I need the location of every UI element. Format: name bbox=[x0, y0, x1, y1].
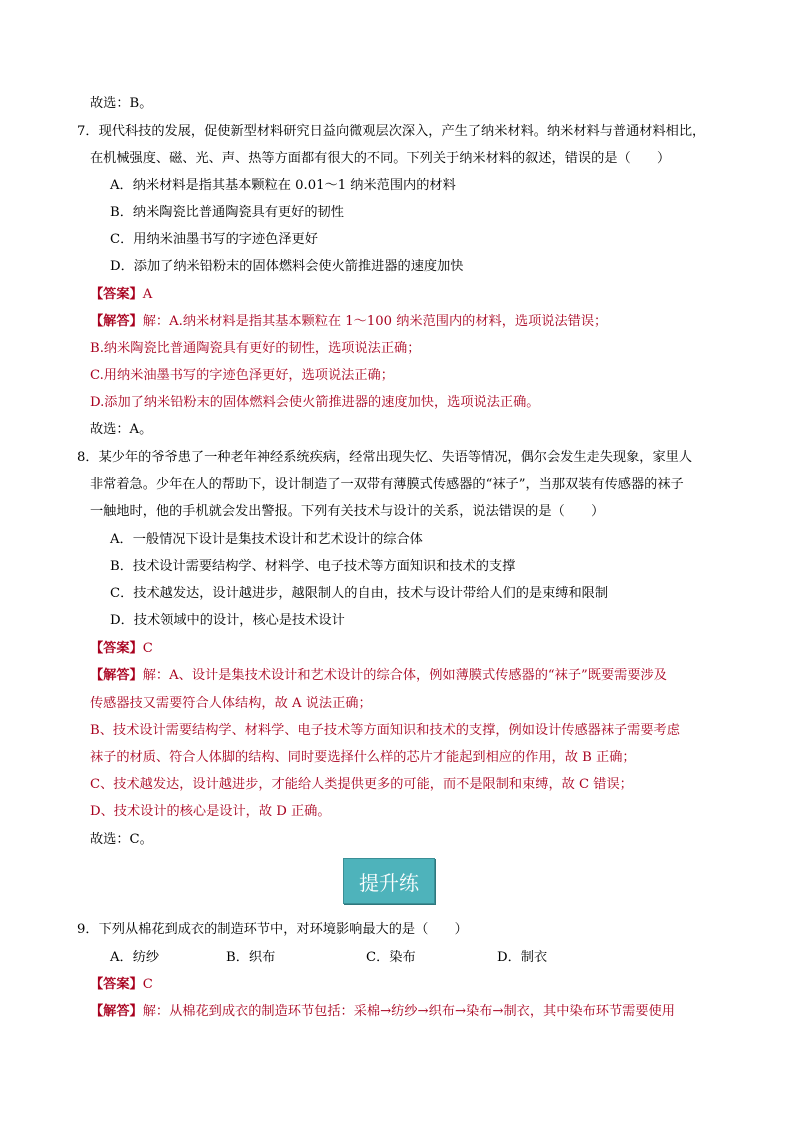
explain-tag: 【解答】 bbox=[90, 314, 143, 329]
q8-explain-line6: D、技术设计的核心是设计，故 D 正确。 bbox=[90, 804, 331, 819]
q8-conclusion: 故选：C。 bbox=[90, 832, 153, 847]
q8-stem-line3: 一触地时，他的手机就会发出警报。下列有关技术与设计的关系，说法错误的是（ ） bbox=[90, 504, 605, 519]
q7-explain-line4: D.添加了纳米铅粉末的固体燃料会使火箭推进器的速度加快，选项说法正确。 bbox=[90, 395, 540, 410]
section-title-box bbox=[343, 858, 435, 904]
q7-explain-line2: B.纳米陶瓷比普通陶瓷具有更好的韧性，选项说法正确； bbox=[90, 341, 421, 356]
answer-tag: 【答案】 bbox=[90, 287, 143, 302]
section-title: 提升练 bbox=[359, 870, 419, 895]
q7-conclusion: 故选：A。 bbox=[90, 422, 153, 437]
q8-option-c: C．技术越发达，设计越进步，越限制人的自由，技术与设计带给人们的是束缚和限制 bbox=[110, 586, 609, 601]
q9-option-d: D．制衣 bbox=[497, 950, 548, 965]
q9-option-a: A．纺纱 bbox=[110, 950, 160, 965]
q7-explain-line3: C.用纳米油墨书写的字迹色泽更好，选项说法正确； bbox=[90, 368, 394, 383]
answer-value: C bbox=[142, 641, 153, 656]
q8-option-b: B．技术设计需要结构学、材料学、电子技术等方面知识和技术的支撑 bbox=[110, 559, 516, 574]
q9-explain-line1 bbox=[90, 1003, 675, 1021]
q8-answer bbox=[90, 640, 153, 658]
q7-explain-line1 bbox=[90, 313, 607, 331]
q9-stem: 9．下列从棉花到成衣的制造环节中，对环境影响最大的是（ ） bbox=[77, 922, 468, 937]
q8-stem-line2: 非常着急。少年在人的帮助下，设计制造了一双带有薄膜式传感器的“袜子”，当那双装有传感器的袜子 bbox=[90, 477, 684, 492]
q8-explain-line3: B、技术设计需要结构学、材料学、电子技术等方面知识和技术的支撑，例如设计传感器袜子需要考虑 bbox=[90, 723, 680, 738]
q7-answer bbox=[90, 286, 152, 304]
answer-value: C bbox=[142, 977, 153, 992]
q9-answer bbox=[90, 976, 153, 994]
q8-explain-line1 bbox=[90, 667, 667, 685]
explain-tag: 【解答】 bbox=[90, 1004, 143, 1019]
q7-option-b: B．纳米陶瓷比普通陶瓷具有更好的韧性 bbox=[110, 205, 344, 220]
q7-stem-line1: 7．现代科技的发展，促使新型材料研究日益向微观层次深入，产生了纳米材料。纳米材料与普通材料相比， bbox=[77, 124, 706, 139]
q8-explain-line4: 袜子的材质、符合人体脚的结构、同时要选择什么样的芯片才能起到相应的作用，故 B 正确； bbox=[90, 750, 636, 765]
prev-conclusion: 故选：B。 bbox=[90, 96, 153, 111]
q7-option-d: D．添加了纳米铅粉末的固体燃料会使火箭推进器的速度加快 bbox=[110, 259, 464, 274]
explain-text: 解：从棉花到成衣的制造环节包括：采棉→纺纱→织布→染布→制衣，其中染布环节需要使用 bbox=[142, 1004, 675, 1019]
q9-option-c: C．染布 bbox=[366, 950, 416, 965]
answer-tag: 【答案】 bbox=[90, 641, 143, 656]
q7-option-a: A．纳米材料是指其基本颗粒在 0.01～1 纳米范围内的材料 bbox=[110, 178, 456, 193]
explain-tag: 【解答】 bbox=[90, 668, 143, 683]
answer-value: A bbox=[142, 287, 153, 302]
explain-text: 解：A.纳米材料是指其基本颗粒在 1～100 纳米范围内的材料，选项说法错误； bbox=[142, 314, 608, 329]
q9-option-b: B．织布 bbox=[226, 950, 276, 965]
q7-option-c: C．用纳米油墨书写的字迹色泽更好 bbox=[110, 232, 318, 247]
explain-text: 解：A、设计是集技术设计和艺术设计的综合体，例如薄膜式传感器的“袜子”既要需要涉及 bbox=[142, 668, 667, 683]
q8-explain-line5: C、技术越发达，设计越进步，才能给人类提供更多的可能，而不是限制和束缚，故 C 错误； bbox=[90, 777, 633, 792]
q8-option-d: D．技术领域中的设计，核心是技术设计 bbox=[110, 613, 345, 628]
q8-option-a: A．一般情况下设计是集技术设计和艺术设计的综合体 bbox=[110, 532, 423, 547]
q7-stem-line2: 在机械强度、磁、光、声、热等方面都有很大的不同。下列关于纳米材料的叙述，错误的是（ ） bbox=[90, 151, 671, 166]
answer-tag: 【答案】 bbox=[90, 977, 143, 992]
q8-stem-line1: 8．某少年的爷爷患了一种老年神经系统疾病，经常出现失忆、失语等情况，偶尔会发生走失现象，家里人 bbox=[77, 450, 693, 465]
q8-explain-line2: 传感器技又需要符合人体结构，故 A 说法正确； bbox=[90, 696, 372, 711]
